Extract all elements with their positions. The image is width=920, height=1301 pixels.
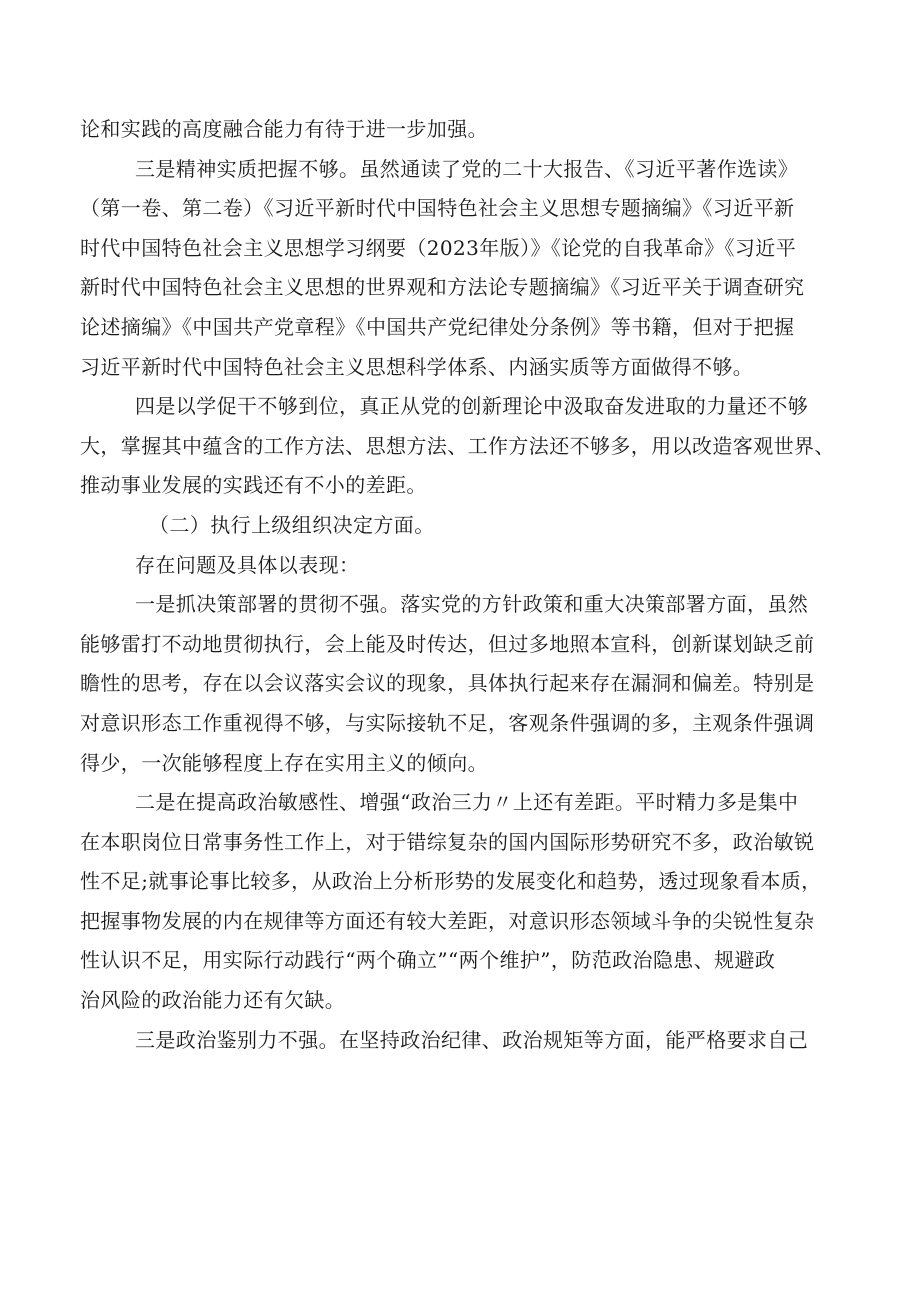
text-line: 得少，一次能够程度上存在实用主义的倾向。	[80, 750, 488, 775]
section-heading: （二）执行上级组织决定方面。	[149, 512, 435, 537]
text-line: 时代中国特色社会主义思想学习纲要（2023年版）》《论党的自我革命》《习近平	[80, 235, 797, 260]
text-line: 瞻性的思考，存在以会议落实会议的现象，具体执行起来存在漏洞和偏差。特别是	[80, 671, 815, 696]
paragraph-start-line: 四是以学促干不够到位，真正从党的创新理论中汲取奋发进取的力量还不够	[135, 394, 809, 419]
text-line: 治风险的政治能力还有欠缺。	[80, 988, 346, 1013]
text-line: 性认识不足，用实际行动践行“两个确立”“两个维护”，防范政治隐患、规避政	[80, 948, 776, 973]
paragraph-start-line: 三是政治鉴别力不强。在坚持政治纪律、政治规矩等方面，能严格要求自己	[135, 1027, 809, 1052]
paragraph-start-line: 二是在提高政治敏感性、增强“政治三力〃上还有差距。平时精力多是集中	[135, 790, 799, 815]
text-line: 论述摘编》《中国共产党章程》《中国共产党纪律处分条例》等书籍，但对于把握	[80, 314, 795, 339]
text-line: 推动事业发展的实践还有不小的差距。	[80, 473, 427, 498]
paragraph-start-line: 一是抓决策部署的贯彻不强。落实党的方针政策和重大决策部署方面，虽然	[135, 592, 809, 617]
text-line: 论和实践的高度融合能力有待于进一步加强。	[80, 117, 488, 141]
document-body	[80, 110, 855, 1060]
paragraph-start-line: 三是精神实质把握不够。虽然通读了党的二十大报告、《习近平著作选读》	[135, 156, 799, 181]
text-line: 习近平新时代中国特色社会主义思想科学体系、内涵实质等方面做得不够。	[80, 354, 754, 379]
text-line: 把握事物发展的内在规律等方面还有较大差距，对意识形态领域斗争的尖锐性复杂	[80, 908, 815, 933]
text-line: 在本职岗位日常事务性工作上，对于错综复杂的国内国际形势研究不多，政治敏锐	[80, 829, 815, 854]
text-line: 新时代中国特色社会主义思想的世界观和方法论专题摘编》《习近平关于调查研究	[80, 275, 805, 300]
paragraph-start-line: 存在问题及具体以表现：	[135, 552, 360, 577]
text-line: 对意识形态工作重视得不够，与实际接轨不足，客观条件强调的多，主观条件强调	[80, 710, 815, 735]
text-line: 性不足;就事论事比较多，从政治上分析形势的发展变化和趋势，透过现象看本质，	[80, 869, 822, 894]
text-line: 能够雷打不动地贯彻执行，会上能及时传达，但过多地照本宣科，创新谋划缺乏前	[80, 631, 815, 656]
text-line: （第一卷、第二卷）《习近平新时代中国特色社会主义思想专题摘编》《习近平新	[80, 196, 795, 221]
text-line: 大，掌握其中蕴含的工作方法、思想方法、工作方法还不够多，用以改造客观世界、	[80, 433, 835, 458]
